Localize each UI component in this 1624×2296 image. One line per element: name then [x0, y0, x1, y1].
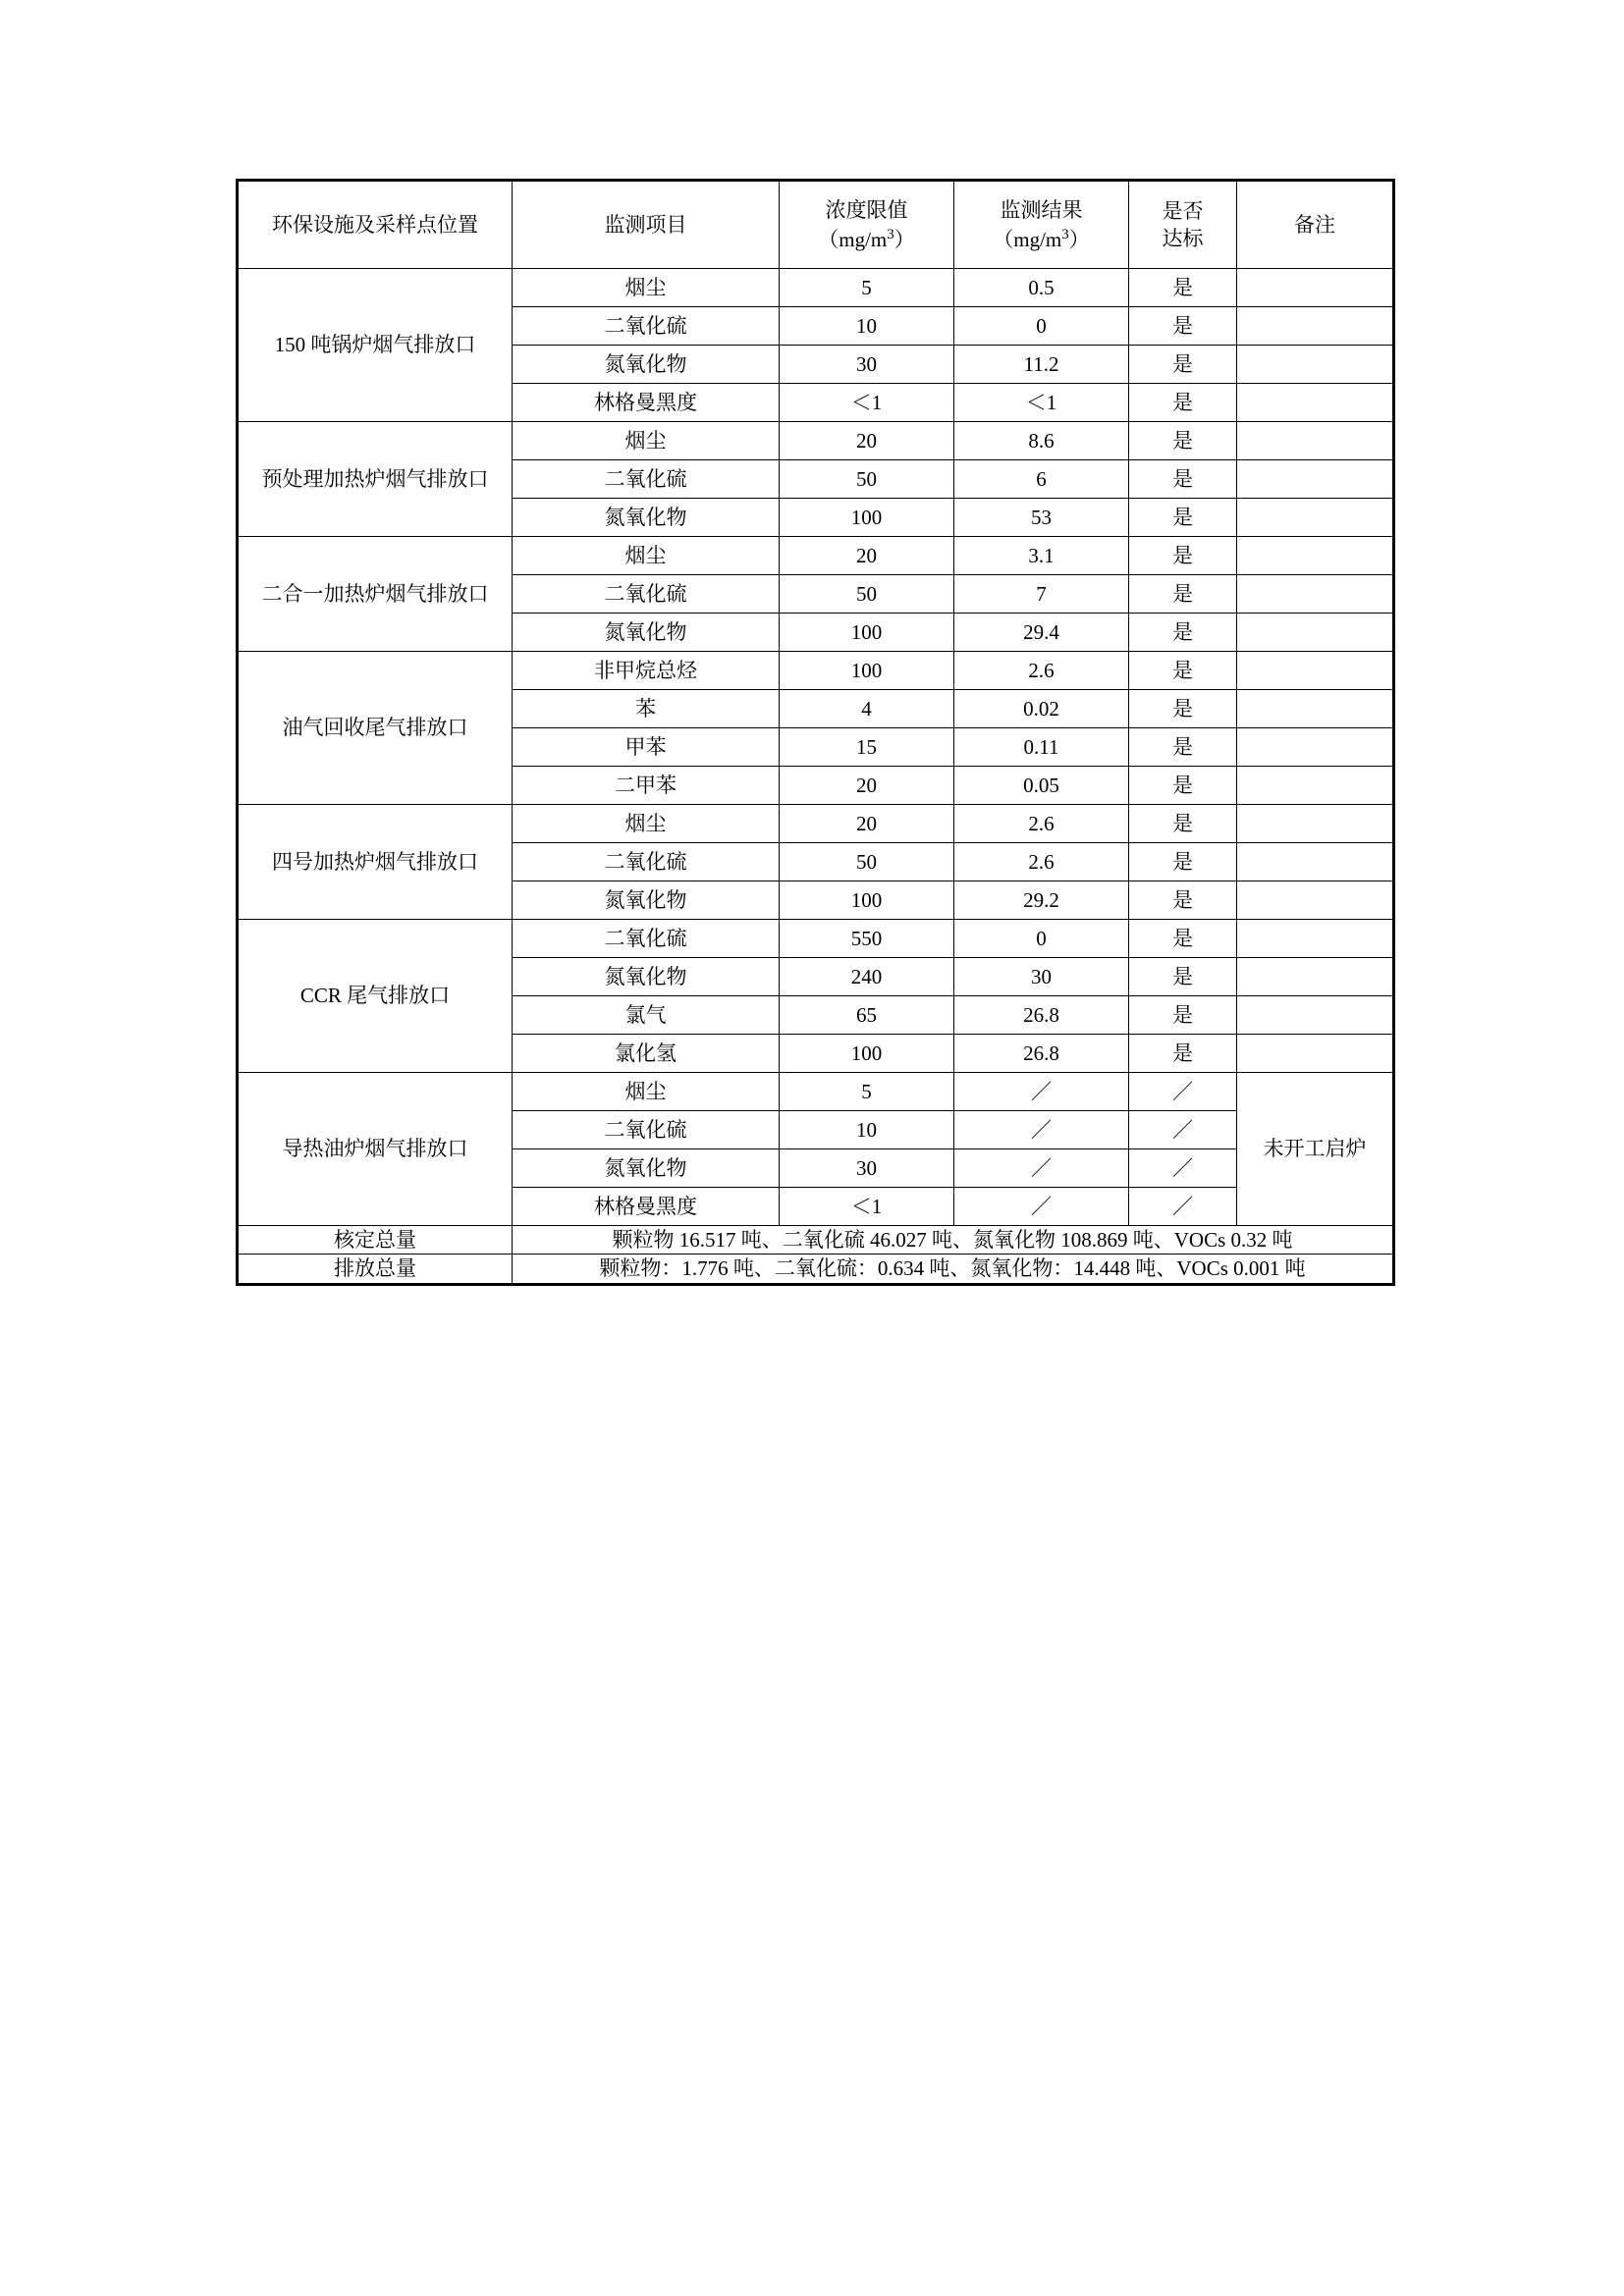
table-row: [238, 920, 1394, 958]
result-cell: 53: [954, 499, 1129, 537]
limit-cell: 100: [780, 1035, 954, 1073]
limit-cell: 65: [780, 996, 954, 1035]
pass-cell: 是: [1129, 920, 1237, 958]
result-cell: 0.5: [954, 269, 1129, 307]
remark-cell: [1237, 1035, 1394, 1073]
pass-cell: 是: [1129, 996, 1237, 1035]
item-cell: 烟尘: [513, 805, 780, 843]
remark-cell: [1237, 460, 1394, 499]
result-cell: 0: [954, 307, 1129, 346]
table-body: [238, 269, 1394, 1285]
total-value-cell: 颗粒物 16.517 吨、二氧化硫 46.027 吨、氮氧化物 108.869 吨、VOCs 0.32 吨: [513, 1226, 1394, 1255]
limit-cell: 20: [780, 422, 954, 460]
result-cell: 0.11: [954, 728, 1129, 767]
table-row: [238, 1073, 1394, 1111]
limit-cell: 240: [780, 958, 954, 996]
limit-cell: 100: [780, 614, 954, 652]
emission-monitoring-table-wrapper: [236, 179, 1392, 1286]
remark-cell: [1237, 307, 1394, 346]
item-cell: 甲苯: [513, 728, 780, 767]
pass-cell: 是: [1129, 767, 1237, 805]
table-row: [238, 269, 1394, 307]
pass-cell: 是: [1129, 652, 1237, 690]
limit-cell: 50: [780, 843, 954, 881]
table-row: [238, 422, 1394, 460]
table-header: [238, 181, 1394, 269]
header-result-line2: $(mg/m^3)$: [993, 226, 1090, 251]
pass-cell: 是: [1129, 307, 1237, 346]
result-cell: 2.6: [954, 652, 1129, 690]
limit-cell: 100: [780, 652, 954, 690]
pass-cell: 是: [1129, 958, 1237, 996]
limit-cell: ＜1: [780, 384, 954, 422]
item-cell: 烟尘: [513, 537, 780, 575]
remark-cell: [1237, 537, 1394, 575]
remark-cell: [1237, 920, 1394, 958]
item-cell: 非甲烷总烃: [513, 652, 780, 690]
result-cell: 11.2: [954, 346, 1129, 384]
item-cell: 二氧化硫: [513, 460, 780, 499]
limit-cell: ＜1: [780, 1188, 954, 1226]
result-cell: ＜1: [954, 384, 1129, 422]
result-cell: 30: [954, 958, 1129, 996]
limit-cell: 5: [780, 1073, 954, 1111]
result-cell: 6: [954, 460, 1129, 499]
header-limit-sup: 3: [887, 226, 894, 242]
facility-cell: CCR 尾气排放口: [238, 920, 513, 1073]
emission-monitoring-table: [236, 179, 1395, 1286]
item-cell: 烟尘: [513, 1073, 780, 1111]
remark-cell: 未开工启炉: [1237, 1073, 1394, 1226]
facility-cell: 150 吨锅炉烟气排放口: [238, 269, 513, 422]
item-cell: 氮氧化物: [513, 958, 780, 996]
item-cell: 烟尘: [513, 422, 780, 460]
facility-cell: 二合一加热炉烟气排放口: [238, 537, 513, 652]
pass-cell: ／: [1129, 1149, 1237, 1188]
pass-cell: 是: [1129, 690, 1237, 728]
item-cell: 氮氧化物: [513, 1149, 780, 1188]
pass-cell: 是: [1129, 384, 1237, 422]
total-row: [238, 1255, 1394, 1284]
item-cell: 二氧化硫: [513, 1111, 780, 1149]
pass-cell: 是: [1129, 881, 1237, 920]
header-pass: [1129, 181, 1237, 269]
remark-cell: [1237, 767, 1394, 805]
remark-cell: [1237, 843, 1394, 881]
item-cell: 氯化氢: [513, 1035, 780, 1073]
remark-cell: [1237, 996, 1394, 1035]
item-cell: 氮氧化物: [513, 346, 780, 384]
item-cell: 二氧化硫: [513, 575, 780, 614]
result-cell: 2.6: [954, 843, 1129, 881]
remark-cell: [1237, 422, 1394, 460]
remark-cell: [1237, 728, 1394, 767]
limit-cell: 15: [780, 728, 954, 767]
pass-cell: 是: [1129, 843, 1237, 881]
pass-cell: 是: [1129, 575, 1237, 614]
pass-cell: 是: [1129, 614, 1237, 652]
item-cell: 氮氧化物: [513, 881, 780, 920]
remark-cell: [1237, 652, 1394, 690]
limit-cell: 100: [780, 499, 954, 537]
item-cell: 林格曼黑度: [513, 1188, 780, 1226]
total-value-cell: 颗粒物：1.776 吨、二氧化硫：0.634 吨、氮氧化物：14.448 吨、VOCs 0.001 吨: [513, 1255, 1394, 1284]
limit-cell: 10: [780, 307, 954, 346]
result-cell: 0: [954, 920, 1129, 958]
result-cell: 29.2: [954, 881, 1129, 920]
header-result-line1: 监测结果: [1000, 198, 1083, 223]
result-cell: 8.6: [954, 422, 1129, 460]
facility-cell: 油气回收尾气排放口: [238, 652, 513, 805]
result-cell: 0.05: [954, 767, 1129, 805]
header-result: [954, 181, 1129, 269]
limit-cell: 20: [780, 805, 954, 843]
pass-cell: ／: [1129, 1188, 1237, 1226]
remark-cell: [1237, 269, 1394, 307]
header-pass-line2: 达标: [1162, 227, 1204, 250]
facility-cell: 四号加热炉烟气排放口: [238, 805, 513, 920]
limit-cell: 5: [780, 269, 954, 307]
limit-cell: 100: [780, 881, 954, 920]
item-cell: 烟尘: [513, 269, 780, 307]
item-cell: 二氧化硫: [513, 920, 780, 958]
result-cell: ／: [954, 1149, 1129, 1188]
result-cell: 29.4: [954, 614, 1129, 652]
header-pass-line1: 是否: [1162, 198, 1204, 223]
table-header-row: [238, 181, 1394, 269]
limit-cell: 4: [780, 690, 954, 728]
table-row: [238, 805, 1394, 843]
pass-cell: 是: [1129, 499, 1237, 537]
item-cell: 氮氧化物: [513, 499, 780, 537]
item-cell: 林格曼黑度: [513, 384, 780, 422]
limit-cell: 30: [780, 346, 954, 384]
result-cell: ／: [954, 1111, 1129, 1149]
result-cell: 26.8: [954, 1035, 1129, 1073]
pass-cell: 是: [1129, 537, 1237, 575]
remark-cell: [1237, 805, 1394, 843]
result-cell: ／: [954, 1188, 1129, 1226]
total-label-cell: 核定总量: [238, 1226, 513, 1255]
remark-cell: [1237, 499, 1394, 537]
result-cell: 0.02: [954, 690, 1129, 728]
remark-cell: [1237, 346, 1394, 384]
remark-cell: [1237, 881, 1394, 920]
pass-cell: 是: [1129, 422, 1237, 460]
result-cell: 26.8: [954, 996, 1129, 1035]
remark-cell: [1237, 958, 1394, 996]
limit-cell: 50: [780, 460, 954, 499]
table-row: [238, 652, 1394, 690]
header-facility: 环保设施及采样点位置: [238, 181, 513, 269]
remark-cell: [1237, 614, 1394, 652]
limit-cell: 50: [780, 575, 954, 614]
result-cell: 3.1: [954, 537, 1129, 575]
remark-cell: [1237, 575, 1394, 614]
limit-cell: 550: [780, 920, 954, 958]
pass-cell: 是: [1129, 728, 1237, 767]
limit-cell: 10: [780, 1111, 954, 1149]
pass-cell: 是: [1129, 805, 1237, 843]
item-cell: 苯: [513, 690, 780, 728]
pass-cell: ／: [1129, 1111, 1237, 1149]
facility-cell: 导热油炉烟气排放口: [238, 1073, 513, 1226]
result-cell: 2.6: [954, 805, 1129, 843]
limit-cell: 20: [780, 537, 954, 575]
total-row: [238, 1226, 1394, 1255]
header-limit-line2: $(mg/m^3)$: [818, 226, 915, 251]
total-label-cell: 排放总量: [238, 1255, 513, 1284]
header-remark: 备注: [1237, 181, 1394, 269]
header-limit: [780, 181, 954, 269]
limit-cell: 30: [780, 1149, 954, 1188]
pass-cell: 是: [1129, 346, 1237, 384]
item-cell: 二甲苯: [513, 767, 780, 805]
item-cell: 氮氧化物: [513, 614, 780, 652]
pass-cell: ／: [1129, 1073, 1237, 1111]
pass-cell: 是: [1129, 1035, 1237, 1073]
table-row: [238, 537, 1394, 575]
item-cell: 氯气: [513, 996, 780, 1035]
remark-cell: [1237, 690, 1394, 728]
pass-cell: 是: [1129, 269, 1237, 307]
header-item: 监测项目: [513, 181, 780, 269]
pass-cell: 是: [1129, 460, 1237, 499]
item-cell: 二氧化硫: [513, 843, 780, 881]
header-limit-line1: 浓度限值: [825, 198, 908, 223]
item-cell: 二氧化硫: [513, 307, 780, 346]
facility-cell: 预处理加热炉烟气排放口: [238, 422, 513, 537]
header-result-sup: 3: [1061, 226, 1069, 242]
result-cell: 7: [954, 575, 1129, 614]
result-cell: ／: [954, 1073, 1129, 1111]
limit-cell: 20: [780, 767, 954, 805]
remark-cell: [1237, 384, 1394, 422]
